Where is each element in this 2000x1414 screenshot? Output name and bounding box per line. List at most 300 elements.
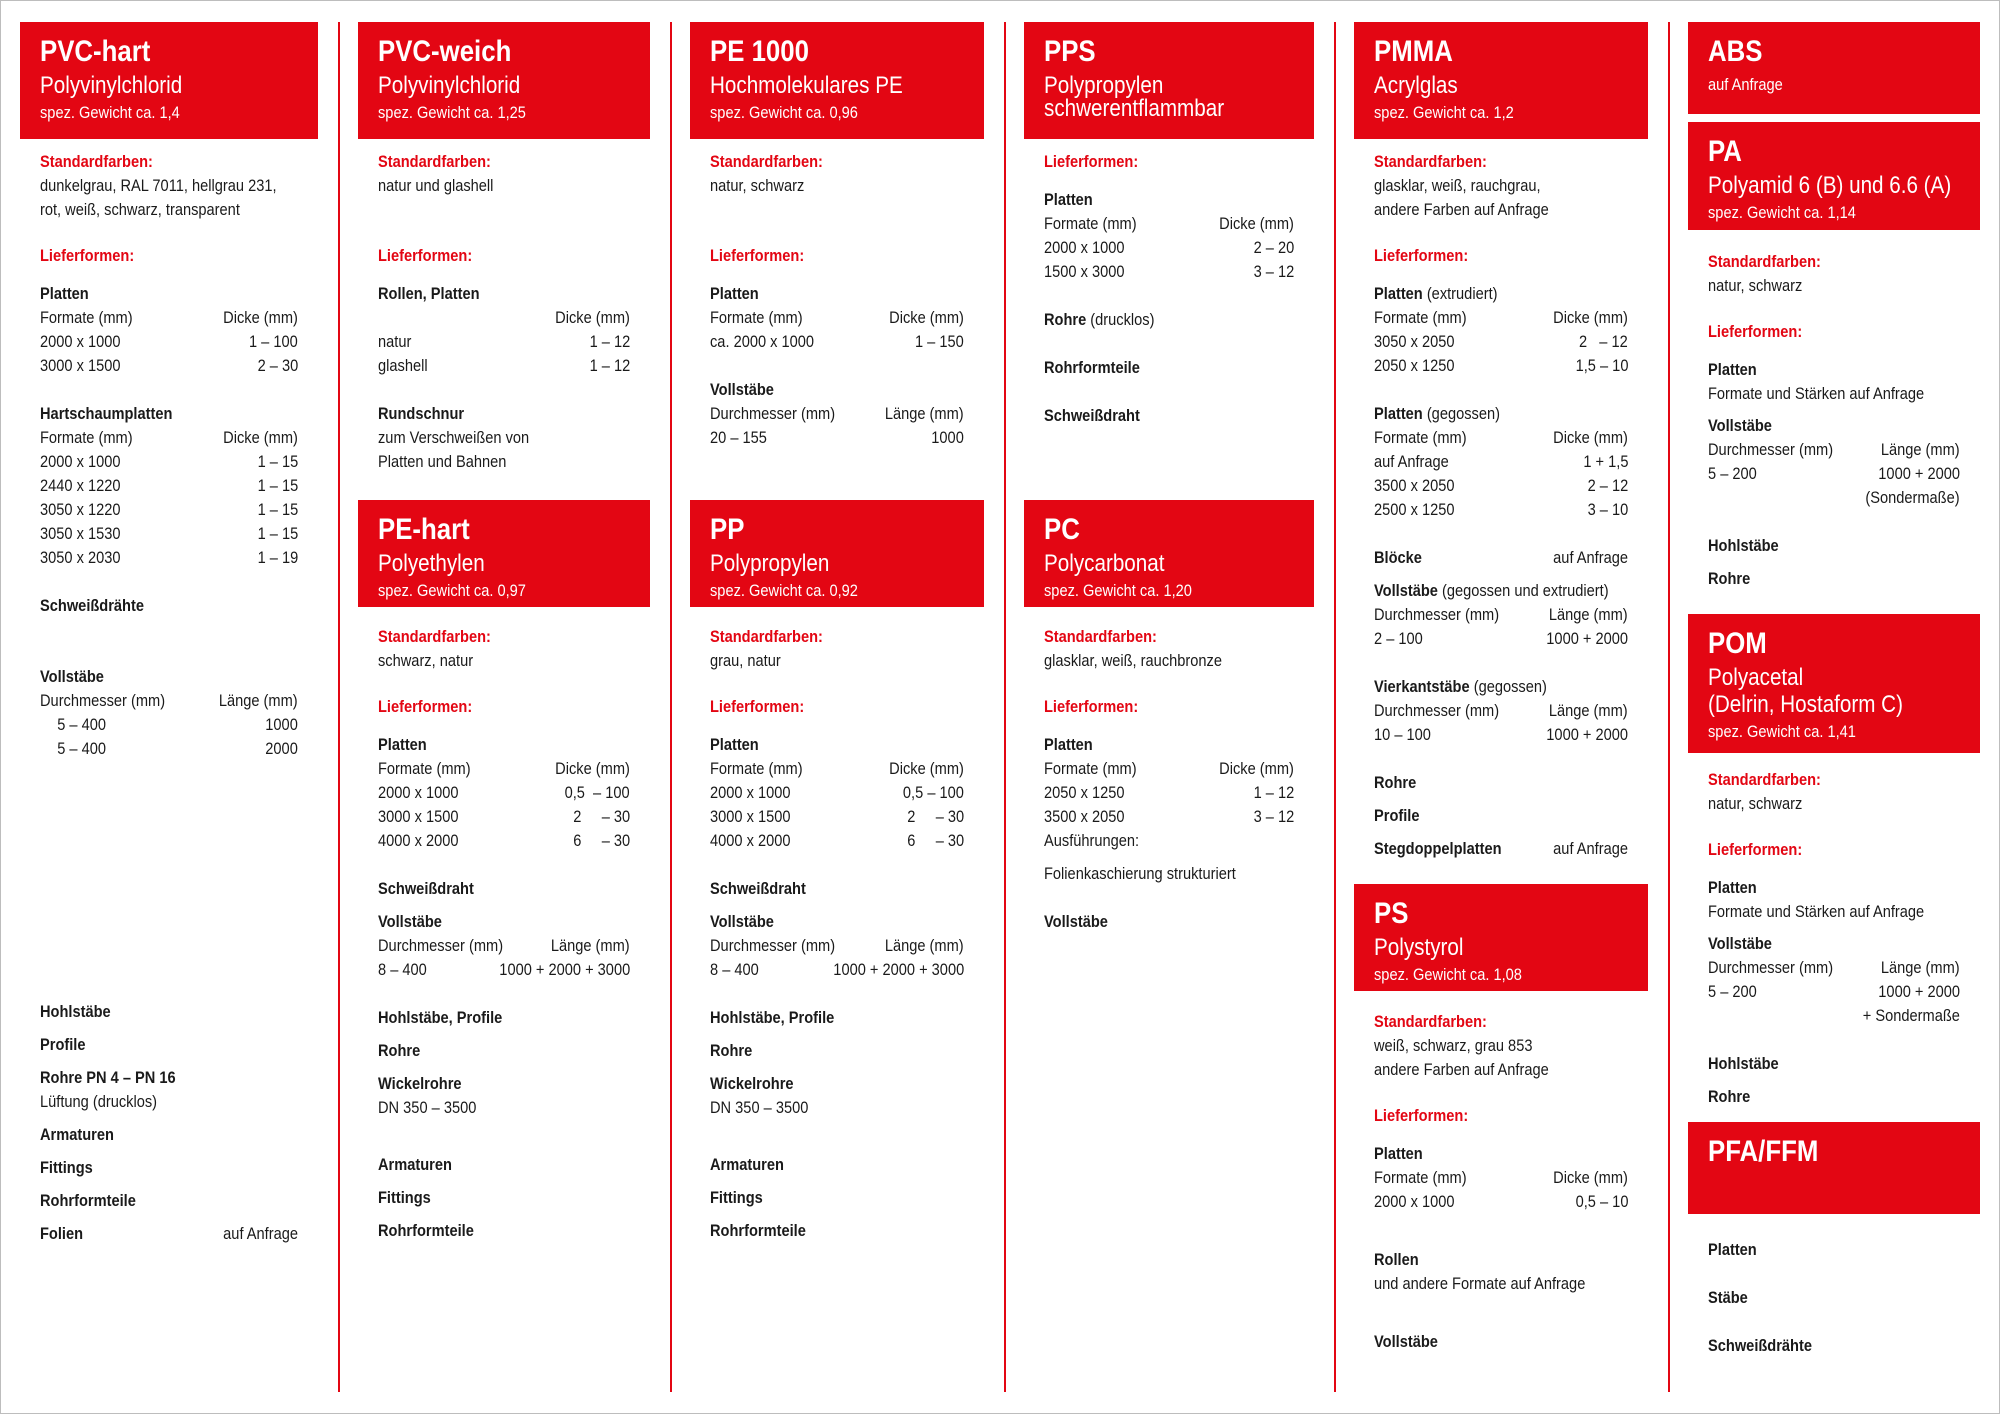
table-row: [1374, 450, 1628, 474]
cell: 2000 x 1000: [1044, 238, 1125, 257]
table-row: [40, 474, 298, 498]
col-laenge: Länge (mm): [1549, 605, 1628, 624]
table-header: [710, 402, 964, 426]
item-note: Formate und Stärken auf Anfrage: [1708, 384, 1925, 403]
item-heading: Schweißdrähte: [40, 596, 144, 615]
table-header: [378, 757, 630, 781]
item-heading: Wickelrohre: [710, 1074, 794, 1093]
cell: 2 – 100: [1374, 629, 1423, 648]
cell: 2000 x 1000: [40, 452, 121, 471]
colors-line: weiß, schwarz, grau 853: [1374, 1036, 1533, 1055]
cell: 3 – 10: [1587, 500, 1628, 519]
cell: 1000 + 2000: [1546, 629, 1628, 648]
table-row: [1374, 330, 1628, 354]
col-dicke: Dicke (mm): [1553, 308, 1628, 327]
item-heading: Rohrformteile: [378, 1221, 474, 1240]
table-row: [1374, 498, 1628, 522]
item-heading: Rohrformteile: [1044, 358, 1140, 377]
item-note: (gegossen): [1422, 404, 1500, 423]
item-heading: Vollstäbe: [378, 912, 442, 931]
item-heading: Stäbe: [1708, 1288, 1748, 1307]
cell: 6 – 30: [573, 831, 630, 850]
colors-line: andere Farben auf Anfrage: [1374, 200, 1549, 219]
cell: auf Anfrage: [1374, 452, 1449, 471]
column-pvc-hart: [0, 22, 340, 1392]
item-heading: Hohlstäbe: [1708, 536, 1779, 555]
column-pvc-weich: [338, 22, 672, 1392]
header-pe1000: [690, 22, 984, 139]
table-row: [710, 958, 964, 982]
table-row: [40, 522, 298, 546]
table-header: [710, 934, 964, 958]
material-code: PVC-hart: [40, 35, 151, 68]
cell: 0,5 – 10: [1575, 1192, 1628, 1211]
item-heading: Hohlstäbe, Profile: [710, 1008, 835, 1027]
col-formate: Formate (mm): [1374, 1168, 1467, 1187]
table-header: [1044, 757, 1294, 781]
col-formate: Formate (mm): [40, 308, 133, 327]
table-row: [1374, 1190, 1628, 1214]
cell: 5 – 200: [1708, 982, 1757, 1001]
table-header: [1374, 426, 1628, 450]
item-note: Ausführungen:: [1044, 831, 1140, 850]
item-heading: Rohre: [1374, 773, 1417, 792]
item-heading: Hohlstäbe: [40, 1002, 111, 1021]
col-laenge: Länge (mm): [885, 936, 964, 955]
cell: 1000 + 2000: [1878, 982, 1960, 1001]
material-weight: auf Anfrage: [1708, 75, 1783, 94]
col-laenge: Länge (mm): [1881, 440, 1960, 459]
body-pp: [710, 625, 964, 1243]
header-pvc-hart: [20, 22, 318, 139]
body-pmma: [1374, 150, 1628, 861]
material-name: Polypropylen: [1044, 72, 1164, 99]
item-heading: Rollen: [1374, 1250, 1419, 1269]
item-heading: Vollstäbe: [1708, 416, 1772, 435]
cell: 1000 + 2000: [1546, 725, 1628, 744]
table-row: [378, 354, 630, 378]
material-code: PVC-weich: [378, 35, 512, 68]
material-name: Polycarbonat: [1044, 550, 1165, 577]
material-weight: spez. Gewicht ca. 0,96: [710, 103, 858, 122]
col-laenge: Länge (mm): [1881, 958, 1960, 977]
colors-line: grau, natur: [710, 651, 781, 670]
col-durchmesser: Durchmesser (mm): [378, 936, 504, 955]
material-weight: spez. Gewicht ca. 1,2: [1374, 103, 1514, 122]
table-row: [1044, 236, 1294, 260]
col-dicke: Dicke (mm): [1219, 214, 1294, 233]
item-heading: Platten: [1374, 404, 1423, 423]
cell: 5 – 400: [57, 715, 106, 734]
item-heading: Armaturen: [378, 1155, 452, 1174]
material-code: PS: [1374, 897, 1409, 930]
cell: 1 + 1,5: [1582, 452, 1628, 471]
col-durchmesser: Durchmesser (mm): [1708, 958, 1834, 977]
header-pom: [1688, 614, 1980, 753]
colors-line: glasklar, weiß, rauchbronze: [1044, 651, 1222, 670]
table-header: [1708, 438, 1960, 462]
table-row: [1044, 781, 1294, 805]
cell: 1 – 12: [589, 356, 630, 375]
material-name-2: schwerentflammbar: [1044, 95, 1225, 122]
cell: 1 – 12: [589, 332, 630, 351]
cell: 1500 x 3000: [1044, 262, 1125, 281]
lieferformen-label: Lieferformen:: [1374, 1106, 1469, 1125]
item-row: [1374, 402, 1592, 426]
table-row: [1374, 474, 1628, 498]
item-heading: Vollstäbe: [1374, 581, 1438, 600]
col-dicke: Dicke (mm): [1219, 759, 1294, 778]
cell: 1 – 100: [249, 332, 298, 351]
colors-line: dunkelgrau, RAL 7011, hellgrau 231,: [40, 176, 277, 195]
standardfarben-label: Standardfarben:: [1374, 152, 1487, 171]
table-header: [1708, 956, 1960, 980]
material-code: POM: [1708, 627, 1767, 660]
item-note: Lüftung (drucklos): [40, 1092, 158, 1111]
body-ps: [1374, 1010, 1628, 1354]
table-row: [40, 737, 298, 761]
item-heading: Platten: [1044, 735, 1093, 754]
cell: 3 – 12: [1253, 807, 1294, 826]
body-pe-hart: [378, 625, 630, 1243]
colors-line: natur, schwarz: [710, 176, 805, 195]
cell: 1000: [265, 715, 298, 734]
item-heading: Schweißdraht: [710, 879, 806, 898]
table-header: [710, 757, 964, 781]
item-heading: Rohre PN 4 – PN 16: [40, 1068, 176, 1087]
cell: auf Anfrage: [1553, 548, 1628, 567]
table-header: [378, 934, 630, 958]
col-durchmesser: Durchmesser (mm): [1374, 701, 1500, 720]
standardfarben-label: Standardfarben:: [710, 152, 823, 171]
cell: 2000 x 1000: [40, 332, 121, 351]
lieferformen-label: Lieferformen:: [1708, 322, 1803, 341]
col-laenge: Länge (mm): [551, 936, 630, 955]
material-weight: spez. Gewicht ca. 1,14: [1708, 203, 1856, 222]
header-pmma: [1354, 22, 1648, 139]
item-heading: Stegdoppelplatten: [1374, 839, 1502, 858]
cell: 4000 x 2000: [710, 831, 791, 850]
table-row: [40, 354, 298, 378]
cell: 1000 + 2000 + 3000: [833, 960, 964, 979]
cell: 2000 x 1000: [1374, 1192, 1455, 1211]
material-code: PA: [1708, 135, 1742, 168]
item-heading: Rohrformteile: [710, 1221, 806, 1240]
cell: 2050 x 1250: [1044, 783, 1125, 802]
col-dicke: Dicke (mm): [223, 428, 298, 447]
col-formate: Formate (mm): [1374, 308, 1467, 327]
cell: glashell: [378, 356, 428, 375]
col-durchmesser: Durchmesser (mm): [1708, 440, 1834, 459]
material-code: ABS: [1708, 35, 1763, 68]
item-heading: Vollstäbe: [1708, 934, 1772, 953]
item-note: (extrudiert): [1422, 284, 1498, 303]
col-durchmesser: Durchmesser (mm): [40, 691, 166, 710]
item-heading: Vollstäbe: [710, 912, 774, 931]
cell: 2 – 30: [257, 356, 298, 375]
header-pe-hart: [358, 500, 650, 607]
table-header: [1374, 1166, 1628, 1190]
colors-line: rot, weiß, schwarz, transparent: [40, 200, 240, 219]
cell: 6 – 30: [907, 831, 964, 850]
body-pps: [1044, 150, 1294, 428]
material-code: PE-hart: [378, 513, 470, 546]
item-heading: Vierkantstäbe: [1374, 677, 1470, 696]
material-name: Polyvinylchlorid: [40, 72, 183, 99]
material-weight: spez. Gewicht ca. 0,92: [710, 581, 858, 600]
cell: 20 – 155: [710, 428, 767, 447]
cell: 10 – 100: [1374, 725, 1431, 744]
table-header: [1374, 699, 1628, 723]
body-pe1000: [710, 150, 964, 450]
table-header: [40, 426, 298, 450]
col-formate: Formate (mm): [710, 308, 803, 327]
col-dicke: Dicke (mm): [889, 759, 964, 778]
standardfarben-label: Standardfarben:: [1708, 770, 1821, 789]
item-heading: Fittings: [40, 1158, 93, 1177]
item-heading: Rohrformteile: [40, 1191, 136, 1210]
table-row: [1044, 260, 1294, 284]
cell: 2500 x 1250: [1374, 500, 1455, 519]
material-code: PMMA: [1374, 35, 1453, 68]
table-row: [1374, 354, 1628, 378]
material-weight: spez. Gewicht ca. 1,41: [1708, 722, 1856, 741]
material-name-2: (Delrin, Hostaform C): [1708, 691, 1903, 718]
material-name: Polypropylen: [710, 550, 830, 577]
cell: 3 – 12: [1253, 262, 1294, 281]
cell: 2440 x 1220: [40, 476, 121, 495]
table-row: [1374, 546, 1628, 570]
body-pa: [1708, 250, 1960, 591]
item-heading: Rohre: [1044, 310, 1087, 329]
material-name: Polyethylen: [378, 550, 485, 577]
col-formate: Formate (mm): [40, 428, 133, 447]
item-heading: Platten: [40, 284, 89, 303]
col-formate: Formate (mm): [1374, 428, 1467, 447]
col-dicke: Dicke (mm): [555, 759, 630, 778]
col-formate: Formate (mm): [1044, 214, 1137, 233]
item-note: DN 350 – 3500: [710, 1098, 809, 1117]
material-weight: spez. Gewicht ca. 1,20: [1044, 581, 1192, 600]
item-heading: Platten: [1708, 360, 1757, 379]
col-laenge: Länge (mm): [1549, 701, 1628, 720]
item-heading: Fittings: [378, 1188, 431, 1207]
table-row: [710, 805, 964, 829]
colors-line: natur und glashell: [378, 176, 494, 195]
col-durchmesser: Durchmesser (mm): [710, 936, 836, 955]
column-abs: [1668, 22, 2000, 1392]
item-heading: Vollstäbe: [710, 380, 774, 399]
cell: 1 – 15: [257, 452, 298, 471]
item-heading: Vollstäbe: [1374, 1332, 1438, 1351]
column-pmma: [1334, 22, 1670, 1392]
cell: 3050 x 1220: [40, 500, 121, 519]
cell: 8 – 400: [378, 960, 427, 979]
item-heading: Platten: [710, 284, 759, 303]
item-heading: Rohre: [710, 1041, 753, 1060]
item-heading: Rollen, Platten: [378, 284, 480, 303]
lieferformen-label: Lieferformen:: [1044, 152, 1139, 171]
cell: 5 – 200: [1708, 464, 1757, 483]
item-heading: Schweißdrähte: [1708, 1336, 1812, 1355]
item-heading: Schweißdraht: [1044, 406, 1140, 425]
table-row: [1708, 980, 1960, 1004]
standardfarben-label: Standardfarben:: [1374, 1012, 1487, 1031]
cell: (Sondermaße): [1865, 488, 1960, 507]
material-name: Hochmolekulares PE: [710, 72, 903, 99]
table-row: [710, 426, 964, 450]
material-weight: spez. Gewicht ca. 1,25: [378, 103, 526, 122]
cell: 2 – 12: [1587, 476, 1628, 495]
col-formate: Formate (mm): [1044, 759, 1137, 778]
item-heading: Rohre: [1708, 569, 1751, 588]
cell: 1 – 15: [257, 524, 298, 543]
item-heading: Platten: [1374, 1144, 1423, 1163]
item-note: (gegossen): [1469, 677, 1547, 696]
material-name: Acrylglas: [1374, 72, 1458, 99]
item-note: Folienkaschierung strukturiert: [1044, 864, 1236, 883]
material-weight: spez. Gewicht ca. 1,08: [1374, 965, 1522, 984]
item-heading: Profile: [40, 1035, 86, 1054]
material-code: PP: [710, 513, 745, 546]
col-durchmesser: Durchmesser (mm): [1374, 605, 1500, 624]
item-row: [1374, 675, 1592, 699]
header-pfa: [1688, 1122, 1980, 1214]
colors-line: glasklar, weiß, rauchgrau,: [1374, 176, 1541, 195]
item-row: [1374, 579, 1609, 603]
header-pps: [1024, 22, 1314, 139]
table-row: [40, 713, 298, 737]
item-note: und andere Formate auf Anfrage: [1374, 1274, 1586, 1293]
item-heading: Hartschaumplatten: [40, 404, 173, 423]
cell: 2050 x 1250: [1374, 356, 1455, 375]
item-heading: Hohlstäbe, Profile: [378, 1008, 503, 1027]
item-heading: Platten: [1708, 1240, 1757, 1259]
cell: 1 – 150: [915, 332, 964, 351]
col-dicke: Dicke (mm): [1553, 428, 1628, 447]
item-heading: Profile: [1374, 806, 1420, 825]
item-heading: Folien: [40, 1224, 84, 1243]
cell: 3000 x 1500: [710, 807, 791, 826]
item-note: zum Verschweißen von: [378, 428, 530, 447]
cell: 1 – 15: [257, 476, 298, 495]
cell: ca. 2000 x 1000: [710, 332, 815, 351]
column-pe1000: [670, 22, 1006, 1392]
cell: 2 – 12: [1579, 332, 1628, 351]
lieferformen-label: Lieferformen:: [378, 697, 473, 716]
body-pfa: [1708, 1238, 1960, 1358]
standardfarben-label: Standardfarben:: [1708, 252, 1821, 271]
col-formate: Formate (mm): [378, 759, 471, 778]
body-pc: [1044, 625, 1294, 934]
item-note: (drucklos): [1086, 310, 1155, 329]
colors-line: natur, schwarz: [1708, 276, 1803, 295]
material-code: PC: [1044, 513, 1080, 546]
standardfarben-label: Standardfarben:: [710, 627, 823, 646]
colors-line: natur, schwarz: [1708, 794, 1803, 813]
cell: 2 – 20: [1253, 238, 1294, 257]
table-row: [378, 781, 630, 805]
item-heading: Platten: [1044, 190, 1093, 209]
col-durchmesser: Durchmesser (mm): [710, 404, 836, 423]
table-header: [710, 306, 964, 330]
item-heading: Platten: [1708, 878, 1757, 897]
material-name: Polyvinylchlorid: [378, 72, 521, 99]
cell: 1000 + 2000 + 3000: [499, 960, 630, 979]
item-heading: Schweißdraht: [378, 879, 474, 898]
lieferformen-label: Lieferformen:: [710, 246, 805, 265]
table-header: [378, 306, 630, 330]
lieferformen-label: Lieferformen:: [1374, 246, 1469, 265]
cell: 3000 x 1500: [40, 356, 121, 375]
col-dicke: Dicke (mm): [555, 308, 630, 327]
cell: 2 – 30: [907, 807, 964, 826]
table-row: [1708, 1004, 1960, 1028]
item-heading: Platten: [378, 735, 427, 754]
cell: 2 – 30: [573, 807, 630, 826]
header-ps: [1354, 884, 1648, 991]
cell: natur: [378, 332, 412, 351]
header-pc: [1024, 500, 1314, 607]
item-heading: Hohlstäbe: [1708, 1054, 1779, 1073]
lieferformen-label: Lieferformen:: [710, 697, 805, 716]
table-header: [40, 306, 298, 330]
material-code: PE 1000: [710, 35, 809, 68]
item-note: Platten und Bahnen: [378, 452, 507, 471]
cell: 1000 + 2000: [1878, 464, 1960, 483]
item-note: DN 350 – 3500: [378, 1098, 477, 1117]
cell: 1 – 19: [257, 548, 298, 567]
col-laenge: Länge (mm): [885, 404, 964, 423]
item-heading: Armaturen: [710, 1155, 784, 1174]
item-heading: Platten: [710, 735, 759, 754]
cell: 1 – 12: [1253, 783, 1294, 802]
material-weight: spez. Gewicht ca. 1,4: [40, 103, 180, 122]
table-row: [378, 829, 630, 853]
material-name: Polyacetal: [1708, 664, 1804, 691]
table-row: [1374, 723, 1628, 747]
table-header: [1374, 306, 1628, 330]
item-heading: Fittings: [710, 1188, 763, 1207]
item-heading: Platten: [1374, 284, 1423, 303]
col-laenge: Länge (mm): [219, 691, 298, 710]
table-row: [40, 498, 298, 522]
cell: 1000: [931, 428, 964, 447]
cell: 2000 x 1000: [378, 783, 459, 802]
col-formate: Formate (mm): [710, 759, 803, 778]
table-row: [378, 330, 630, 354]
body-pvc-weich: [378, 150, 630, 474]
cell: 4000 x 2000: [378, 831, 459, 850]
cell: auf Anfrage: [1553, 839, 1628, 858]
body-pvc-hart-lower: [40, 1000, 298, 1246]
item-heading: Rohre: [378, 1041, 421, 1060]
table-row: [1708, 486, 1960, 510]
cell: 2000: [265, 739, 298, 758]
cell: 3500 x 2050: [1374, 476, 1455, 495]
colors-line: schwarz, natur: [378, 651, 474, 670]
header-pa: [1688, 122, 1980, 230]
table-header: [1374, 603, 1628, 627]
cell: 1 – 15: [257, 500, 298, 519]
table-header: [1044, 212, 1294, 236]
standardfarben-label: Standardfarben:: [378, 627, 491, 646]
col-dicke: Dicke (mm): [223, 308, 298, 327]
cell: 1,5 – 10: [1575, 356, 1628, 375]
material-name: Polystyrol: [1374, 934, 1464, 961]
item-heading: Blöcke: [1374, 548, 1422, 567]
item-heading: Wickelrohre: [378, 1074, 462, 1093]
